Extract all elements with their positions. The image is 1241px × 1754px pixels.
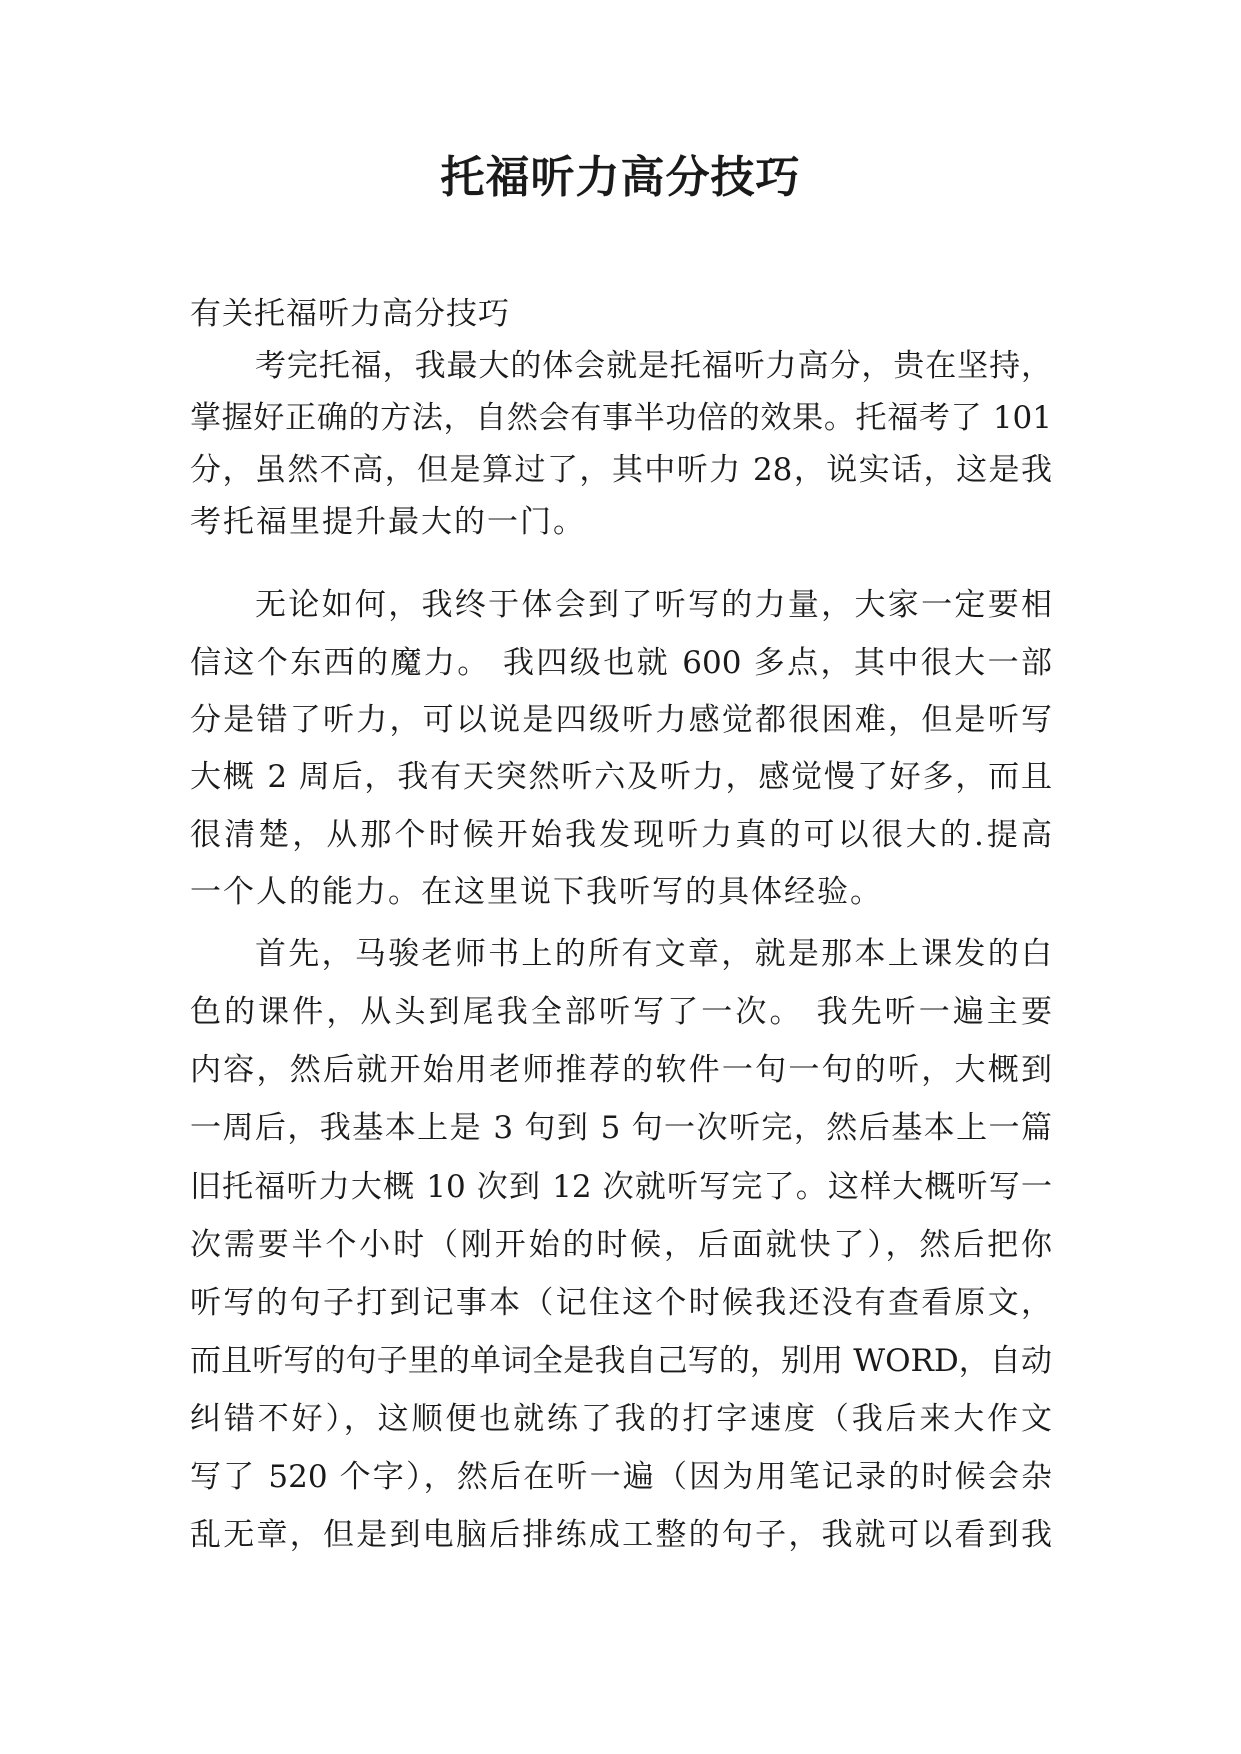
paragraph-1-line-3: 分，虽然不高，但是算过了，其中听力 28，说实话，这是我: [190, 452, 1052, 488]
paragraph-3-line-2: 色的课件，从头到尾我全部听写了一次。 我先听一遍主要: [190, 994, 1052, 1030]
paragraph-1-line-4: 考托福里提升最大的一门。: [190, 504, 586, 540]
paragraph-2-line-1: 无论如何，我终于体会到了听写的力量，大家一定要相: [255, 587, 1052, 623]
paragraph-3-line-1: 首先，马骏老师书上的所有文章，就是那本上课发的白: [255, 936, 1052, 972]
paragraph-3-line-9: 纠错不好），这顺便也就练了我的打字速度（我后来大作文: [190, 1401, 1052, 1437]
paragraph-3-line-4: 一周后，我基本上是 3 句到 5 句一次听完，然后基本上一篇: [190, 1110, 1052, 1146]
paragraph-3-line-11: 乱无章，但是到电脑后排练成工整的句子，我就可以看到我: [190, 1517, 1052, 1553]
paragraph-2-line-3: 分是错了听力，可以说是四级听力感觉都很困难，但是听写: [190, 702, 1052, 738]
document-title: 托福听力高分技巧: [440, 152, 801, 203]
paragraph-3-line-3: 内容，然后就开始用老师推荐的软件一句一句的听，大概到: [190, 1052, 1052, 1088]
paragraph-2-line-5: 很清楚，从那个时候开始我发现听力真的可以很大的.提高: [190, 817, 1052, 853]
document-subtitle: 有关托福听力高分技巧: [190, 296, 510, 332]
paragraph-3-line-6: 次需要半个小时（刚开始的时候，后面就快了），然后把你: [190, 1227, 1052, 1263]
paragraph-2-line-6: 一个人的能力。在这里说下我听写的具体经验。: [190, 874, 883, 910]
paragraph-1-line-2: 掌握好正确的方法，自然会有事半功倍的效果。托福考了 101: [190, 400, 1052, 436]
paragraph-3-line-7: 听写的句子打到记事本（记住这个时候我还没有查看原文，: [190, 1285, 1052, 1321]
paragraph-3-line-10: 写了 520 个字），然后在听一遍（因为用笔记录的时候会杂: [190, 1459, 1052, 1495]
paragraph-3-line-5: 旧托福听力大概 10 次到 12 次就听写完了。这样大概听写一: [190, 1169, 1052, 1205]
paragraph-2-line-4: 大概 2 周后，我有天突然听六及听力，感觉慢了好多，而且: [190, 759, 1052, 795]
paragraph-1-line-1: 考完托福，我最大的体会就是托福听力高分，贵在坚持，: [255, 348, 1052, 384]
paragraph-2-line-2: 信这个东西的魔力。 我四级也就 600 多点，其中很大一部: [190, 645, 1052, 681]
paragraph-3-line-8: 而且听写的句子里的单词全是我自己写的，别用 WORD，自动: [190, 1343, 1052, 1379]
